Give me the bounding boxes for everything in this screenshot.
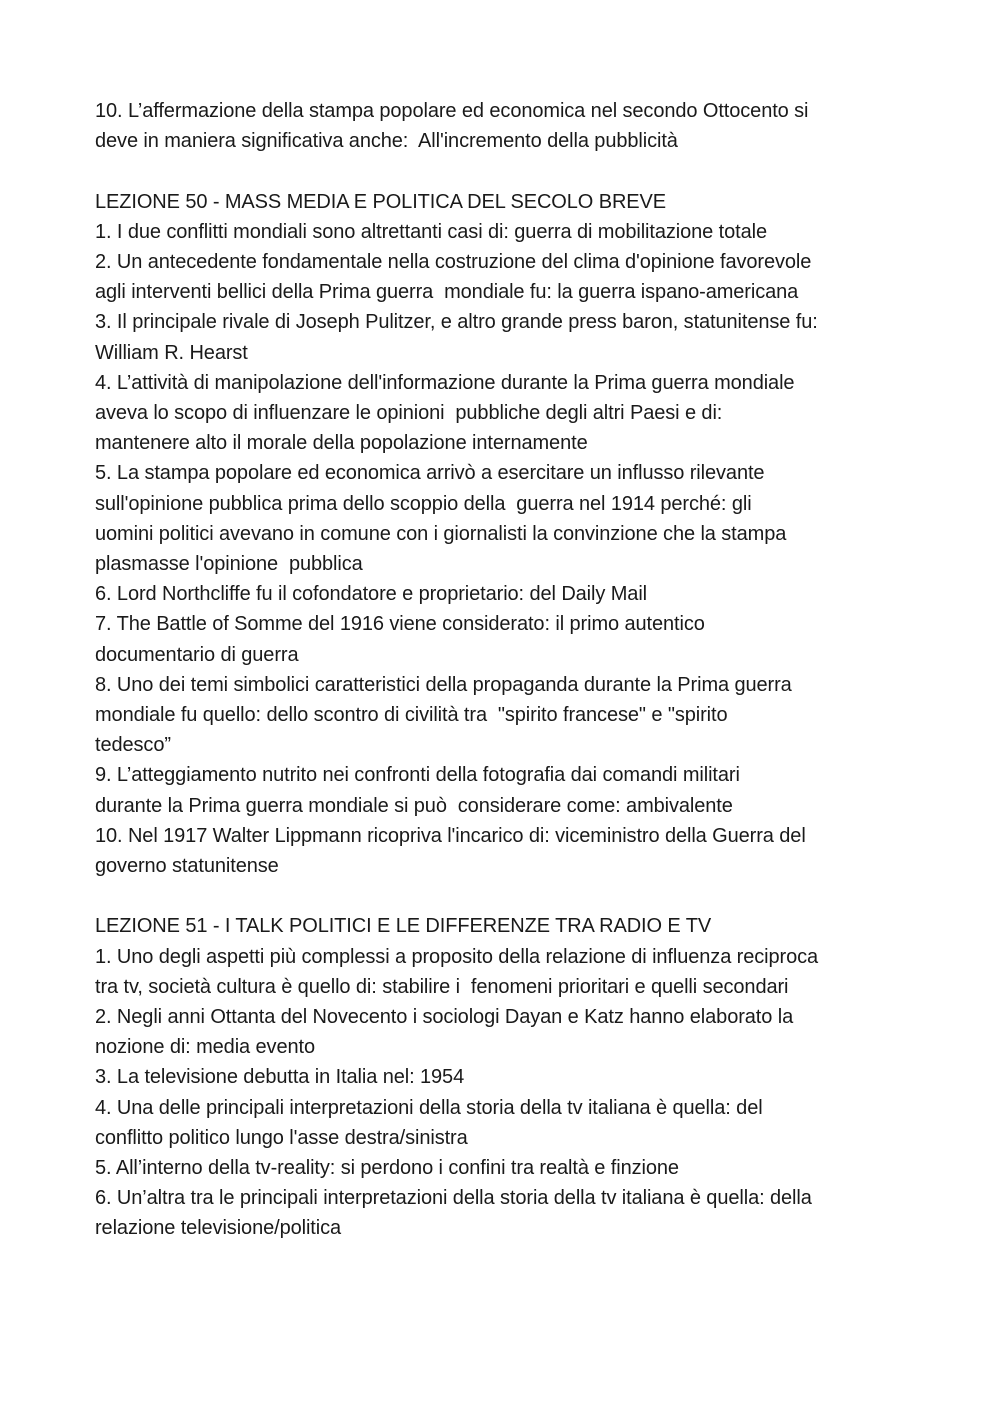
text-line: 6. Un’altra tra le principali interpretazioni della storia della tv italiana è quella: della [95,1187,812,1210]
text-line: 9. L’atteggiamento nutrito nei confronti della fotografia dai comandi militari [95,764,740,787]
blank-line [95,881,925,911]
text-line: sull'opinione pubblica prima dello scoppio della guerra nel 1914 perché: gli [95,492,752,515]
text-line: tedesco” [95,734,171,757]
text-line: 3. La televisione debutta in Italia nel: 1954 [95,1066,465,1089]
text-line: tra tv, società cultura è quello di: stabilire i fenomeni prioritari e quelli secondari [95,975,789,998]
intro-paragraph [95,96,925,156]
text-line: 10. L’affermazione della stampa popolare ed economica nel secondo Ottocento si [95,100,809,122]
text-line: 1. Uno degli aspetti più complessi a proposito della relazione di influenza reciproca [95,945,819,968]
text-line: William R. Hearst [95,341,248,364]
section-lezione-50 [95,187,925,882]
text-line: governo statunitense [95,855,279,878]
text-line: 3. Il principale rivale di Joseph Pulitzer, e altro grande press baron, statunitense fu: [95,311,818,334]
blank-line [95,156,925,186]
text-line: durante la Prima guerra mondiale si può considerare come: ambivalente [95,794,733,817]
text-line: 2. Negli anni Ottanta del Novecento i sociologi Dayan e Katz hanno elaborato la [95,1006,794,1029]
text-line: 1. I due conflitti mondiali sono altrettanti casi di: guerra di mobilitazione totale [95,220,767,243]
text-line: 8. Uno dei temi simbolici caratteristici della propaganda durante la Prima guerra [95,673,792,696]
text-line: aveva lo scopo di influenzare le opinioni pubbliche degli altri Paesi e di: [95,402,723,425]
text-line: nozione di: media evento [95,1036,315,1059]
text-line: plasmasse l'opinione pubblica [95,553,363,576]
text-line: 10. Nel 1917 Walter Lippmann ricopriva l'incarico di: viceministro della Guerra del [95,824,806,847]
text-line: relazione televisione/politica [95,1217,342,1240]
text-line: 7. The Battle of Somme del 1916 viene considerato: il primo autentico [95,613,705,636]
section-heading: LEZIONE 50 - MASS MEDIA E POLITICA DEL SECOLO BREVE [95,190,667,213]
text-line: 2. Un antecedente fondamentale nella costruzione del clima d'opinione favorevole [95,251,812,273]
text-line: 4. Una delle principali interpretazioni della storia della tv italiana è quella: del [95,1096,763,1119]
text-line: uomini politici avevano in comune con i giornalisti la convinzione che la stampa [95,522,787,545]
text-line: agli interventi bellici della Prima guerra mondiale fu: la guerra ispano-americana [95,281,799,304]
document-page [95,96,925,1244]
text-line: deve in maniera significativa anche: All'incremento della pubblicità [95,130,678,153]
text-line: mantenere alto il morale della popolazione internamente [95,432,588,455]
section-heading: LEZIONE 51 - I TALK POLITICI E LE DIFFERENZE TRA RADIO E TV [95,915,712,938]
text-line: mondiale fu quello: dello scontro di civilità tra "spirito francese" e "spirito [95,704,728,727]
text-line: conflitto politico lungo l'asse destra/sinistra [95,1126,468,1149]
text-line: 5. La stampa popolare ed economica arrivò a esercitare un influsso rilevante [95,462,765,485]
text-line: 4. L’attività di manipolazione dell'informazione durante la Prima guerra mondiale [95,371,795,394]
text-line: documentario di guerra [95,643,299,666]
text-line: 5. All’interno della tv-reality: si perdono i confini tra realtà e finzione [95,1157,679,1180]
text-line: 6. Lord Northcliffe fu il cofondatore e proprietario: del Daily Mail [95,583,647,606]
section-lezione-51 [95,911,925,1243]
